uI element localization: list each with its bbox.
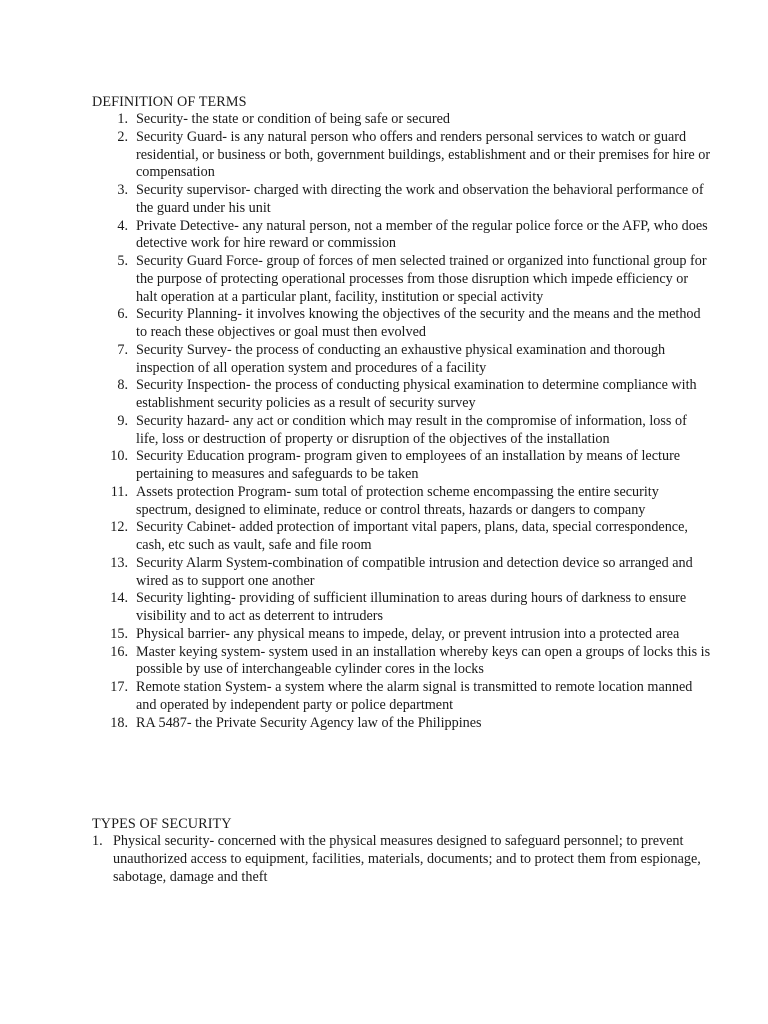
item-text: Security- the state or condition of being safe or secured	[136, 111, 450, 127]
definition-item	[92, 448, 712, 484]
item-number: 15.	[110, 625, 128, 642]
definition-item	[92, 413, 712, 449]
definition-item	[92, 644, 712, 680]
item-number: 8.	[117, 377, 128, 394]
item-text: Security Cabinet- added protection of important vital papers, plans, data, special correspondence, cash, etc such as vault, safe and file room	[136, 519, 688, 553]
definition-item	[92, 679, 712, 715]
item-text: Security Alarm System-combination of compatible intrusion and detection device so arranged and wired as to support one another	[136, 554, 693, 589]
item-number: 5.	[117, 253, 128, 269]
item-number: 7.	[117, 341, 128, 358]
definitions-list	[92, 111, 712, 732]
section-heading-types: TYPES OF SECURITY	[92, 816, 232, 832]
definition-item	[92, 555, 712, 591]
item-number: 4.	[117, 217, 128, 234]
definition-item	[92, 377, 712, 413]
item-number: 2.	[117, 128, 128, 145]
item-text: Physical security- concerned with the physical measures designed to safeguard personnel; to prevent unauthorized access to equipment, facilities, materials, documents; and to protect them from espionage, sabotage, damage and theft	[113, 833, 701, 885]
item-text: Security Education program- program given to employees of an installation by means of lecture pertaining to measures and safeguards to be taken	[136, 448, 681, 482]
item-text: Physical barrier- any physical means to impede, delay, or prevent intrusion into a protected area	[136, 625, 680, 642]
item-text: Security supervisor- charged with directing the work and observation the behavioral performance of the guard under his unit	[136, 182, 704, 216]
item-number: 12.	[110, 519, 128, 536]
item-text: Security Planning- it involves knowing the objectives of the security and the means and the method to reach these objectives or goal must then evolved	[136, 306, 701, 340]
type-item	[92, 833, 712, 886]
item-number: 3.	[117, 182, 128, 198]
item-number: 10.	[110, 448, 128, 465]
definition-item	[92, 253, 712, 306]
item-number: 18.	[110, 714, 128, 731]
item-number: 6.	[117, 306, 128, 323]
definition-item	[92, 519, 712, 555]
item-number: 1.	[92, 833, 103, 849]
item-number: 16.	[110, 643, 128, 660]
types-list	[92, 833, 712, 886]
item-text: Security Survey- the process of conducting an exhaustive physical examination and thorough inspection of all operation system and procedures of a facility	[136, 341, 666, 376]
item-text: Private Detective- any natural person, not a member of the regular police force or the AFP, who does detective work for hire reward or commission	[136, 217, 708, 252]
definition-item	[92, 182, 712, 218]
item-text: Security lighting- providing of sufficient illumination to areas during hours of darkness to ensure visibility and to act as deterrent to intruders	[136, 590, 687, 624]
item-number: 14.	[110, 590, 128, 607]
definition-item	[92, 218, 712, 254]
item-text: Security Inspection- the process of conducting physical examination to determine compliance with establishment security policies as a result of security survey	[136, 377, 697, 411]
definition-item	[92, 484, 712, 520]
definition-item	[92, 626, 712, 644]
item-number: 1.	[117, 111, 128, 127]
definition-item	[92, 342, 712, 378]
item-text: Security Guard- is any natural person who offers and renders personal services to watch or guard residential, or business or both, government buildings, establishment and or their premises for hire or compensation	[136, 128, 711, 181]
item-text: Security hazard- any act or condition which may result in the compromise of information, loss of life, loss or destruction of property or disruption of the objectives of the installation	[136, 412, 687, 447]
item-text: RA 5487- the Private Security Agency law of the Philippines	[136, 714, 482, 731]
item-text: Remote station System- a system where the alarm signal is transmitted to remote location manned and operated by independent party or police department	[136, 679, 693, 713]
item-number: 9.	[117, 412, 128, 429]
item-text: Assets protection Program- sum total of protection scheme encompassing the entire security spectrum, designed to eliminate, reduce or control threats, hazards or dangers to company	[136, 483, 659, 518]
definition-item	[92, 129, 712, 182]
item-number: 17.	[110, 679, 128, 695]
definition-item	[92, 715, 712, 733]
section-heading-definitions: DEFINITION OF TERMS	[92, 94, 247, 110]
item-number: 11.	[110, 483, 128, 500]
item-text: Security Guard Force- group of forces of men selected trained or organized into functional group for the purpose of protecting operational processes from those disruption which impede efficiency or halt operation at a particular plant, facility, institution or special activity	[136, 253, 707, 305]
definition-item	[92, 111, 712, 129]
item-number: 13.	[110, 554, 128, 571]
definition-item	[92, 306, 712, 342]
item-text: Master keying system- system used in an installation whereby keys can open a groups of locks this is possible by use of interchangeable cylinder cores in the locks	[136, 643, 711, 678]
definition-item	[92, 590, 712, 626]
